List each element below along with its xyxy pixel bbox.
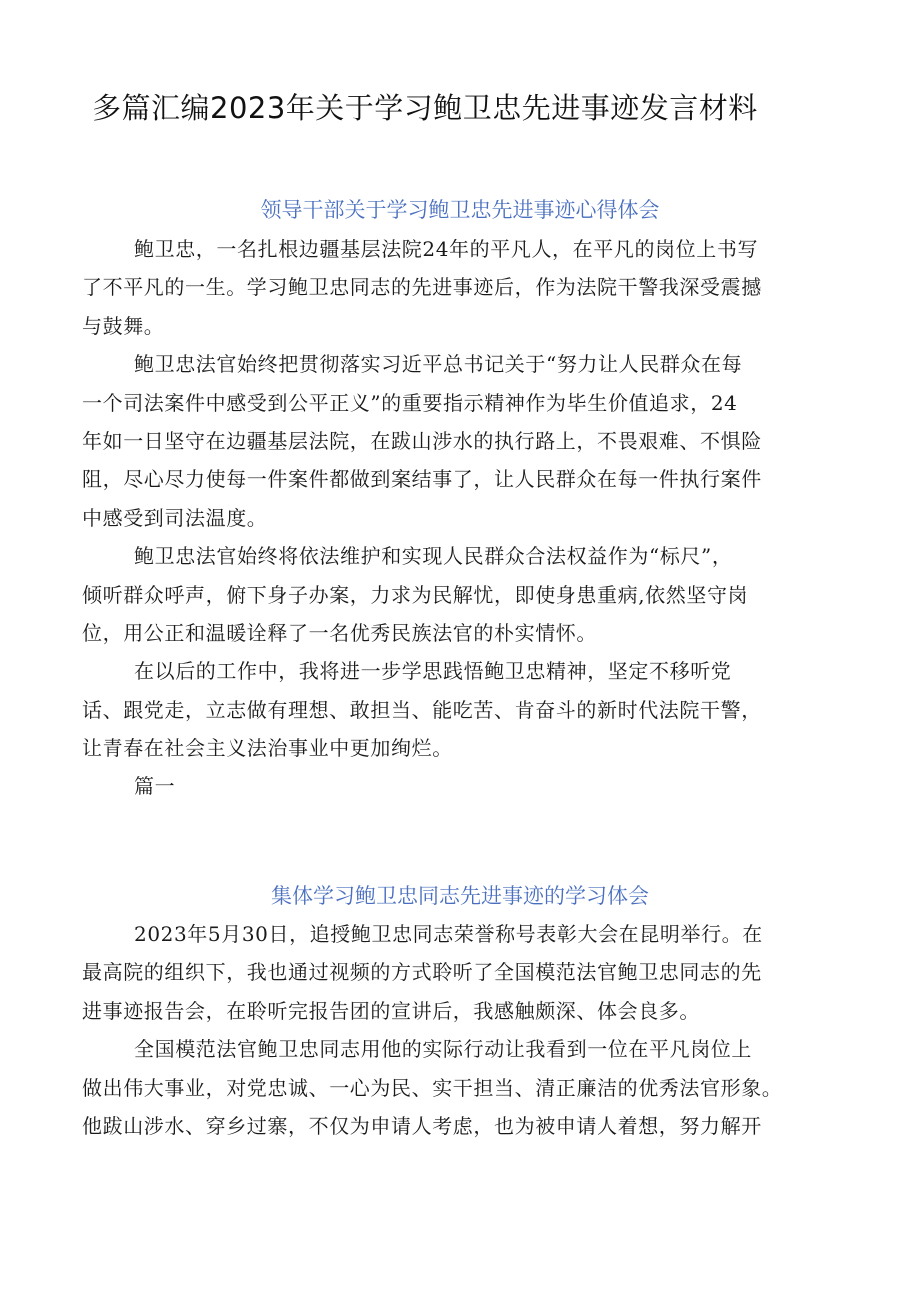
paragraph-line: 在以后的工作中，我将进一步学思践悟鲍卫忠精神，坚定不移听党 — [134, 659, 732, 684]
paragraph-line: 与鼓舞。 — [82, 313, 165, 338]
paragraph-line: 让青春在社会主义法治事业中更加绚烂。 — [82, 736, 453, 761]
paragraph-line: 鲍卫忠，一名扎根边疆基层法院24年的平凡人，在平凡的岗位上书写 — [134, 237, 759, 261]
paragraph-line: 做出伟大事业，对党忠诚、一心为民、实干担当、清正廉洁的优秀法官形象。 — [82, 1075, 783, 1100]
paragraph-line: 他跋山涉水、穿乡过寨，不仅为申请人考虑，也为被申请人着想，努力解开 — [82, 1113, 762, 1138]
paragraph-line: 进事迹报告会，在聆听完报告团的宣讲后，我感触颇深、体会良多。 — [82, 998, 700, 1023]
section-body — [82, 915, 852, 1145]
paragraph-line: 2023年5月30日，追授鲍卫忠同志荣誉称号表彰大会在昆明举行。在 — [134, 922, 763, 946]
section-heading: 集体学习鲍卫忠同志先进事迹的学习体会 — [271, 884, 649, 908]
paragraph-line: 年如一日坚守在边疆基层法院，在跋山涉水的执行路上，不畏艰难、不惧险 — [82, 428, 762, 453]
paragraph-line: 中感受到司法温度。 — [82, 505, 268, 530]
paragraph-line: 位，用公正和温暖诠释了一名优秀民族法官的朴实情怀。 — [82, 620, 597, 645]
document-title: 多篇汇编2023年关于学习鲍卫忠先进事迹发言材料 — [92, 91, 758, 125]
paragraph-line: 阻，尽心尽力使每一件案件都做到案结事了，让人民群众在每一件执行案件 — [82, 467, 762, 492]
paragraph-line: 全国模范法官鲍卫忠同志用他的实际行动让我看到一位在平凡岗位上 — [134, 1037, 752, 1062]
paragraph-line: 了不平凡的一生。学习鲍卫忠同志的先进事迹后，作为法院干警我深受震撼 — [82, 275, 762, 300]
section-heading: 领导干部关于学习鲍卫忠先进事迹心得体会 — [260, 198, 660, 222]
paragraph-line: 鲍卫忠法官始终将依法维护和实现人民群众合法权益作为“标尺”， — [134, 544, 733, 569]
paragraph-line: 话、跟党走，立志做有理想、敢担当、能吃苦、肯奋斗的新时代法院干警， — [82, 697, 762, 722]
paragraph-line: 倾听群众呼声，俯下身子办案，力求为民解忧，即使身患重病,依然坚守岗 — [82, 582, 749, 607]
section-body — [82, 230, 852, 806]
paragraph-line: 一个司法案件中感受到公平正义”的重要指示精神作为毕生价值追求，24 — [82, 390, 738, 415]
paragraph-line: 鲍卫忠法官始终把贯彻落实习近平总书记关于“努力让人民群众在每 — [134, 352, 743, 377]
chapter-marker: 篇一 — [134, 774, 176, 799]
paragraph-line: 最高院的组织下，我也通过视频的方式聆听了全国模范法官鲍卫忠同志的先 — [82, 960, 762, 985]
